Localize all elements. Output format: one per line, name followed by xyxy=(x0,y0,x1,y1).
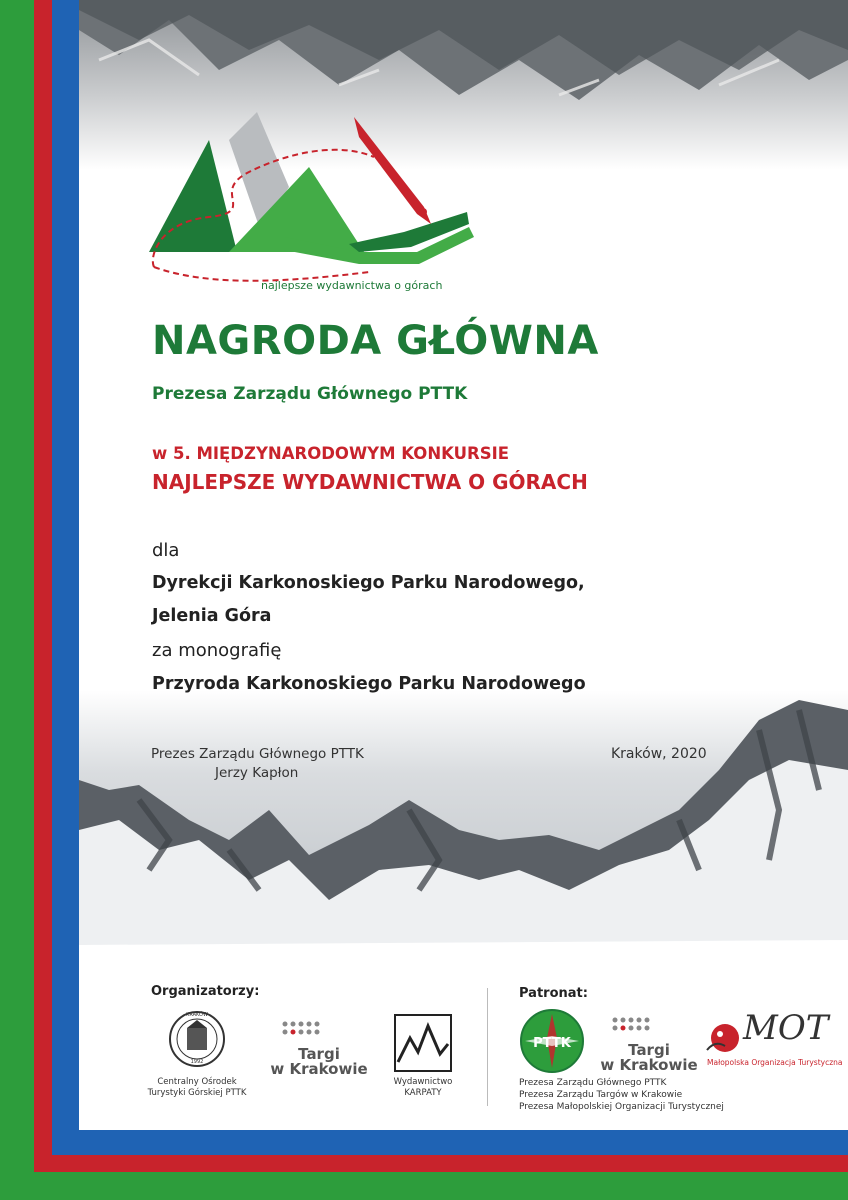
targi-dots-icon xyxy=(281,1020,323,1042)
signatory-role: Prezes Zarządu Głównego PTTK xyxy=(151,746,364,762)
patronage-line-2: Prezesa Zarządu Targów w Krakowie xyxy=(519,1090,683,1100)
karpaty-label-line-1: Wydawnictwo xyxy=(393,1077,453,1087)
cotg-label xyxy=(141,1077,253,1099)
karpaty-logo-icon xyxy=(394,1014,452,1072)
karpaty-label-line-2: KARPATY xyxy=(404,1088,442,1098)
contest-line-1: w 5. MIĘDZYNARODOWYM KONKURSIE xyxy=(152,444,510,463)
recipient-name-line-2: Jelenia Góra xyxy=(152,606,272,626)
award-subtitle: Prezesa Zarządu Głównego PTTK xyxy=(152,384,468,404)
signatory-name: Jerzy Kapłon xyxy=(215,765,299,781)
cotg-label-line-2: Turystyki Górskiej PTTK xyxy=(147,1088,247,1098)
recipient-name-line-1: Dyrekcji Karkonoskiego Parku Narodowego, xyxy=(152,573,585,593)
mot-logo-text: MOT xyxy=(743,1008,829,1048)
award-title: NAGRODA GŁÓWNA xyxy=(152,318,599,364)
place-date: Kraków, 2020 xyxy=(611,746,707,762)
targi-patron-line-1: Targi xyxy=(628,1041,670,1059)
reason-prefix: za monografię xyxy=(152,640,282,661)
certificate-sheet xyxy=(79,0,848,1130)
patronage-line-1: Prezesa Zarządu Głównego PTTK xyxy=(519,1078,667,1088)
logo-caption: najlepsze wydawnictwa o górach xyxy=(261,279,443,292)
targi-line-2: w Krakowie xyxy=(270,1060,368,1078)
targi-line-1: Targi xyxy=(298,1045,340,1063)
recipient-prefix: dla xyxy=(152,540,180,561)
cotg-seal-icon xyxy=(169,1006,225,1072)
targi-dots-icon-patron xyxy=(611,1016,653,1038)
targi-patron-line-2: w Krakowie xyxy=(600,1056,698,1074)
contest-logo xyxy=(149,112,489,302)
patronage-heading: Patronat: xyxy=(519,986,588,1001)
pttk-emblem-icon xyxy=(517,1008,587,1074)
cotg-seal-year: 1992 xyxy=(190,1059,204,1065)
cotg-label-line-1: Centralny Ośrodek xyxy=(157,1077,237,1087)
mot-logo-mark-icon xyxy=(705,1020,745,1056)
mot-caption: Małopolska Organizacja Turystyczna xyxy=(707,1058,843,1067)
patronage-line-3: Prezesa Małopolskiej Organizacji Turystycznej xyxy=(519,1102,724,1112)
karpaty-label xyxy=(377,1077,469,1099)
cotg-seal-top-text: KRAKÓW xyxy=(186,1012,208,1018)
organizers-heading: Organizatorzy: xyxy=(151,984,260,999)
targi-patron-logo-text xyxy=(599,1043,699,1073)
targi-logo-text xyxy=(269,1047,369,1077)
footer-divider xyxy=(487,988,488,1106)
pttk-emblem-label: PTTK xyxy=(533,1036,571,1051)
contest-line-2: NAJLEPSZE WYDAWNICTWA O GÓRACH xyxy=(152,470,588,494)
mountain-backdrop-bottom xyxy=(79,690,848,970)
sponsors-footer xyxy=(79,970,848,1130)
work-title: Przyroda Karkonoskiego Parku Narodowego xyxy=(152,674,586,694)
